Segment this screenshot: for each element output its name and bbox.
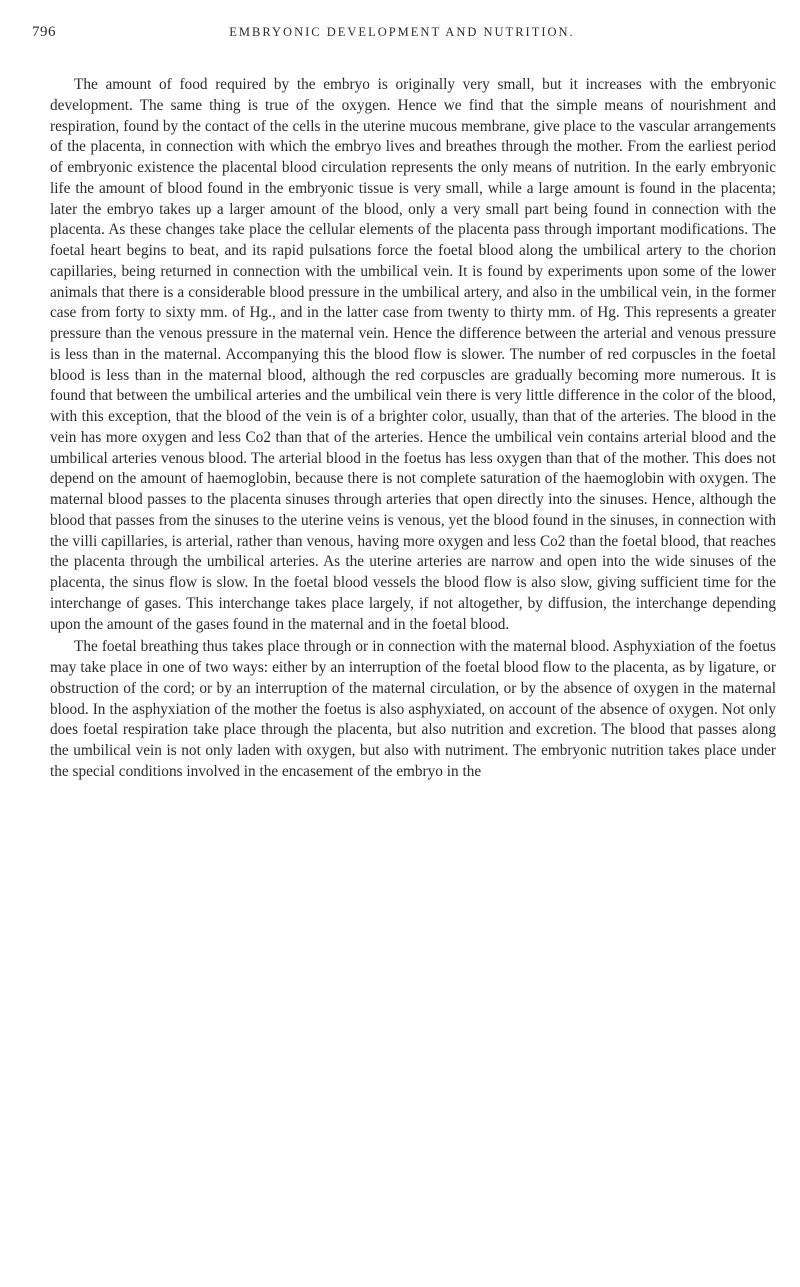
running-head: EMBRYONIC DEVELOPMENT AND NUTRITION.	[229, 25, 575, 39]
page-header	[32, 24, 772, 48]
body-text	[50, 75, 776, 783]
paragraph: The amount of food required by the embryo is originally very small, but it increases with the embryonic development. The same thing is true of the oxygen. Hence we find that the simple means of nourishment and respiration, found by the contact of the cells in the uterine mucous membrane, give place to the vascular arrangements of the placenta, in connection with which the embryo lives and breathes through the mother. From the earliest period of embryonic existence the placental blood circulation represents the only means of nutrition. In the early embryonic life the amount of blood found in the embryonic tissue is very small, while a large amount is found in the placenta; later the embryo takes up a larger amount of the blood, only a very small part being found in connection with the placenta. As these changes take place the cellular elements of the placenta pass through important modifications. The foetal heart begins to beat, and its rapid pulsations force the foetal blood along the umbilical artery to the chorion capillaries, being returned in connection with the umbilical vein. It is found by experiments upon some of the lower animals that there is a considerable blood pressure in the umbilical artery, and also in the umbilical vein, in the former case from forty to sixty mm. of Hg., and in the latter case from twenty to thirty mm. of Hg. This represents a greater pressure than the venous pressure in the maternal vein. Hence the difference between the arterial and venous pressure is less than in the maternal. Accompanying this the blood flow is slower. The number of red corpuscles in the foetal blood is less than in the maternal blood, although the red corpuscles are gradually becoming more numerous. It is found that between the umbilical arteries and the umbilical vein there is very little difference in the color of the blood, with this exception, that the blood of the vein is of a brighter color, usually, than that of the arteries. The blood in the vein has more oxygen and less Co2 than that of the arteries. Hence the umbilical vein contains arterial blood and the umbilical arteries venous blood. The arterial blood in the foetus has less oxygen than that of the mother. This does not depend on the amount of haemoglobin, because there is not complete saturation of the haemoglobin with oxygen. The maternal blood passes to the placenta sinuses through arteries that open directly into the sinuses. Hence, although the blood that passes from the sinuses to the uterine veins is venous, yet the blood found in the sinuses, in connection with the villi capillaries, is arterial, rather than venous, having more oxygen and less Co2 than the foetal blood, that reaches the placenta through the umbilical arteries. As the uterine arteries are narrow and open into the wide sinuses of the placenta, the sinus flow is slow. In the foetal blood vessels the blood flow is also slow, giving sufficient time for the interchange of gases. This interchange takes place largely, if not altogether, by diffusion, the interchange depending upon the amount of the gases found in the maternal and in the foetal blood.	[50, 76, 776, 633]
page-number: 796	[32, 24, 56, 40]
paragraph: The foetal breathing thus takes place through or in connection with the maternal blood. Asphyxiation of the foetus may take place in one of two ways: either by an interruption of the foetal blood flow to the placenta, as by ligature, or obstruction of the cord; or by an interruption of the maternal circulation, or by the absence of oxygen in the maternal blood. In the asphyxiation of the mother the foetus is also asphyxiated, on account of the absence of oxygen. Not only does foetal respiration take place through the placenta, but also nutrition and excretion. The blood that passes along the umbilical vein is not only laden with oxygen, but also with nutriment. The embryonic nutrition takes place under the special conditions involved in the encasement of the embryo in the	[50, 638, 776, 780]
